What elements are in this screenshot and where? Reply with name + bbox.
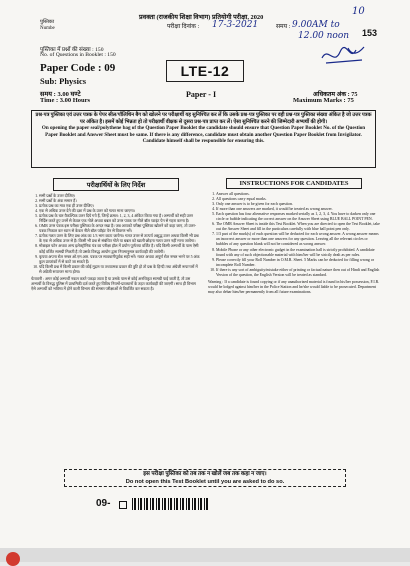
instruction-hindi-item: 1. सभी प्रश्नों के उत्तर दीजिए। <box>39 194 201 199</box>
instruction-english-item: 4. If more than one answers are marked, it would be treated as wrong answer. <box>216 207 380 212</box>
instruction-english-item: 3. Only one answer is to be given for each question. <box>216 202 380 207</box>
footer-code: 09- <box>96 498 111 509</box>
instructions-english-column <box>208 178 380 460</box>
instruction-hindi-item: 3. प्रत्येक प्रश्न का मात्र एक ही उत्तर दीजिए। <box>39 204 201 209</box>
do-not-open-english: Do not open this Test Booklet until you are asked to do so. <box>125 479 285 485</box>
subject: Sub: Physics <box>40 76 87 86</box>
record-icon <box>6 552 20 566</box>
duration-english: Time : 3.00 Hours <box>40 97 91 104</box>
handwritten-time: 9.00AM to <box>292 20 340 30</box>
duration-hindi: समय : 3.00 घण्टे <box>40 91 81 98</box>
do-not-open-hindi: इस परीक्षा पुस्तिका को तब तक न खोलें जब तक कहा न जाए। <box>143 471 267 477</box>
questions-count-hindi: पुस्तिका में प्रश्नों की संख्या : 150 <box>40 47 104 53</box>
max-marks-english: Maximum Marks : 75 <box>293 97 354 104</box>
seal-notice-english: On opening the paper seal/polythene bag of the Question Paper Booklet the candidate should ensure that Question Paper Booklet No. of the Question Paper Booklet and Answer Sheet must be same. If there is any difference, candidate must obtain another Question Paper Booklet from Invigilator. Candidate himself shall be responsible for ensuring this. <box>41 125 366 145</box>
scan-bottom-edge <box>0 548 410 562</box>
seal-notice-hindi: प्रश्न-पत्र पुस्तिका एवं उत्तर पत्रक के पेपर सील/पॉलिथिन बैग को खोलने पर परीक्षार्थी यह सुनिश्चित कर लें कि उसके प्रश्न-पत्र पुस्तिका पर वही प्रश्न-पत्र पुस्तिका संख्या अंकित है जो उत्तर पत्रक पर अंकित है। इसमें कोई भिन्नता हो तो परीक्षार्थी वीक्षक से दूसरा प्रश्न-पत्र प्राप्त कर लें। ऐसा सुनिश्चित करने की जिम्मेदारी अभ्यर्थी की होगी। <box>35 112 372 125</box>
instruction-english-item: 2. All questions carry equal marks. <box>216 197 380 202</box>
instructions-hindi-heading: परीक्षार्थियों के लिए निर्देश <box>53 178 179 191</box>
warning-hindi: चेतावनी : अगर कोई अभ्यर्थी नकल करते पकड़ा जाता है या उसके पास से कोई अनधिकृत सामग्री पाई जाती है, तो उस अभ्यर्थी के विरुद्ध पुलिस में प्राथमिकी दर्ज करते हुए विविध नियमों-प्रावधानों के तहत कार्यवाही की जाएगी। साथ ही विभाग ऐसे अभ्यर्थी को भविष्य में होने वाली विभाग की समस्त परीक्षाओं से विवर्जित कर सकता है। <box>31 276 196 291</box>
instructions-hindi-list <box>31 194 201 275</box>
do-not-open-banner <box>64 469 346 487</box>
instruction-hindi-item: 5. प्रत्येक प्रश्न के चार वैकल्पिक उत्तर दिये गये हैं, जिन्हें क्रमश: 1, 2, 3, 4 अंकित किया गया है। अभ्यर्थी को सही उत्तर निर्दिष्ट करते हुए उनमें से केवल एक गोले अथवा बबल को उत्तर पत्रक पर नीले बॉल प्वाइंट पेन से गहरा करना है। <box>39 214 201 224</box>
signature-scribble <box>318 44 368 73</box>
booklet-code-box <box>166 60 244 82</box>
barcode <box>132 498 210 510</box>
booklet-number-label: पुस्तिका Numbe <box>40 20 55 31</box>
handwritten-exam-date: 17-3-2021 <box>212 20 259 30</box>
instruction-english-item: 8. Mobile Phone or any other electronic gadget in the examination hall is strictly prohibited. A candidate found with any of such objectionable material with him/her will be strictly dealt as per rules. <box>216 248 380 258</box>
instruction-english-item: 7. 1/3 part of the mark(s) of each question will be deducted for each wrong answer. A wrong answer means an incorrect answer or more than one answers for any question. Leaving all the relevant circles or bubbles of any question blank will not be considered as wrong answer. <box>216 232 380 247</box>
instruction-english-item: 6. The OMR Answer Sheet is inside this Test Booklet. When you are directed to open the Test Booklet, take out the Answer Sheet and fill in the particulars carefully with blue ball point pen only. <box>216 222 380 232</box>
handwritten-corner-number: 10 <box>352 6 365 17</box>
seal-notice-box <box>31 110 376 168</box>
instruction-hindi-item: 9. कृपया अपना रोल नम्बर ओ.एम.आर. पत्रक पर सावधानीपूर्वक सही भरें। गलत अथवा अपूर्ण रोल नम्बर भरने पर 5 अंक कुल प्राप्तांकों में से काटे जा सकते हैं। <box>39 255 201 265</box>
instructions-english-list <box>208 192 380 278</box>
instruction-english-item: 10. If there is any sort of ambiguity/mistake either of printing or factual nature then out of Hindi and English Version of the question, the English Version will be treated as standard. <box>216 268 380 278</box>
exam-title-hindi: प्रवक्ता (राजकीय शिक्षा विभाग) प्रतियोगी परीक्षा, 2020 <box>139 14 264 21</box>
serial-number: 153 <box>362 28 378 38</box>
exam-date-label: परीक्षा दिनांक : <box>167 24 200 30</box>
instructions-hindi-column <box>31 178 201 460</box>
max-marks-hindi: अधिकतम अंक : 75 <box>313 91 358 98</box>
paper-code: Paper Code : 09 <box>40 62 116 74</box>
instruction-hindi-item: 4. एक से अधिक उत्तर देने की दशा में प्रश्न के उत्तर को गलत माना जाएगा। <box>39 209 201 214</box>
instruction-english-item: 9. Please correctly fill your Roll Number in O.M.R. Sheet. 5 Marks can be deducted for filling wrong or incomplete Roll Number. <box>216 258 380 268</box>
warning-english: Warning : If a candidate is found copying or if any unauthorized material is found in his/her possession, F.I.R. would be lodged against him/her in the Police Station and he/she would liable to be prosecuted. Department may also debar him/her permanently from all future examinations. <box>208 279 380 294</box>
instructions-english-heading: INSTRUCTIONS FOR CANDIDATES <box>226 178 362 189</box>
paper-number: Paper - I <box>186 90 217 99</box>
instruction-hindi-item: 6. OMR उत्तर पत्रक इस परीक्षा पुस्तिका के अन्दर रखा है। जब आपको परीक्षा पुस्तिका खोलने को कहा जाए, तो उत्तर-पत्रक निकाल कर ध्यान से केवल नीले बॉल प्वॉइंट पेन से विवरण भरें। <box>39 224 201 234</box>
instruction-hindi-item: 10. यदि किसी प्रश्न में किसी प्रकार की कोई मुद्रण या तथ्यात्मक प्रकार की त्रुटि हो तो प्रश्न के हिन्दी तथा अंग्रेजी रूपान्तरों में से अंग्रेजी रूपान्तर मान्य होगा। <box>39 265 201 275</box>
instruction-hindi-item: 2. सभी प्रश्नों के अंक समान हैं। <box>39 199 201 204</box>
handwritten-time-end: 12.00 noon <box>298 31 350 41</box>
instruction-hindi-item: 7. प्रत्येक गलत उत्तर के लिए प्रश्न अंक का 1/3 भाग काटा जायेगा। गलत उत्तर से तात्पर्य अशुद्ध उत्तर अथवा किसी भी प्रश्न के एक से अधिक उत्तर से है। किसी भी प्रश्न से संबंधित गोले या बबल को खाली छोड़ना गलत उत्तर नहीं माना जायेगा। <box>39 234 201 244</box>
instruction-hindi-item: 8. मोबाइल फोन अथवा अन्य इलेक्ट्रॉनिक यंत्र का परीक्षा हॉल में प्रयोग पूर्णतया वर्जित है। यदि किसी अभ्यर्थी के पास ऐसी कोई वर्जित सामग्री मिलती है तो उसके विरुद्ध आयोग द्वारा नियमानुसार कार्यवाही की जायेगी। <box>39 244 201 254</box>
footer-code-square <box>119 501 127 509</box>
instruction-english-item: 1. Answer all questions. <box>216 192 380 197</box>
time-label: समय : <box>276 24 291 30</box>
questions-count-english: No. of Questions in Booklet : 150 <box>40 52 116 58</box>
instruction-english-item: 5. Each question has four alternative responses marked serially as 1, 2, 3, 4. You have to darken only one circle or bubble indicating the correct answer on the Answer Sheet using BLUE BALL POINT PEN. <box>216 212 380 222</box>
booklet-code: LTE-12 <box>180 63 230 79</box>
